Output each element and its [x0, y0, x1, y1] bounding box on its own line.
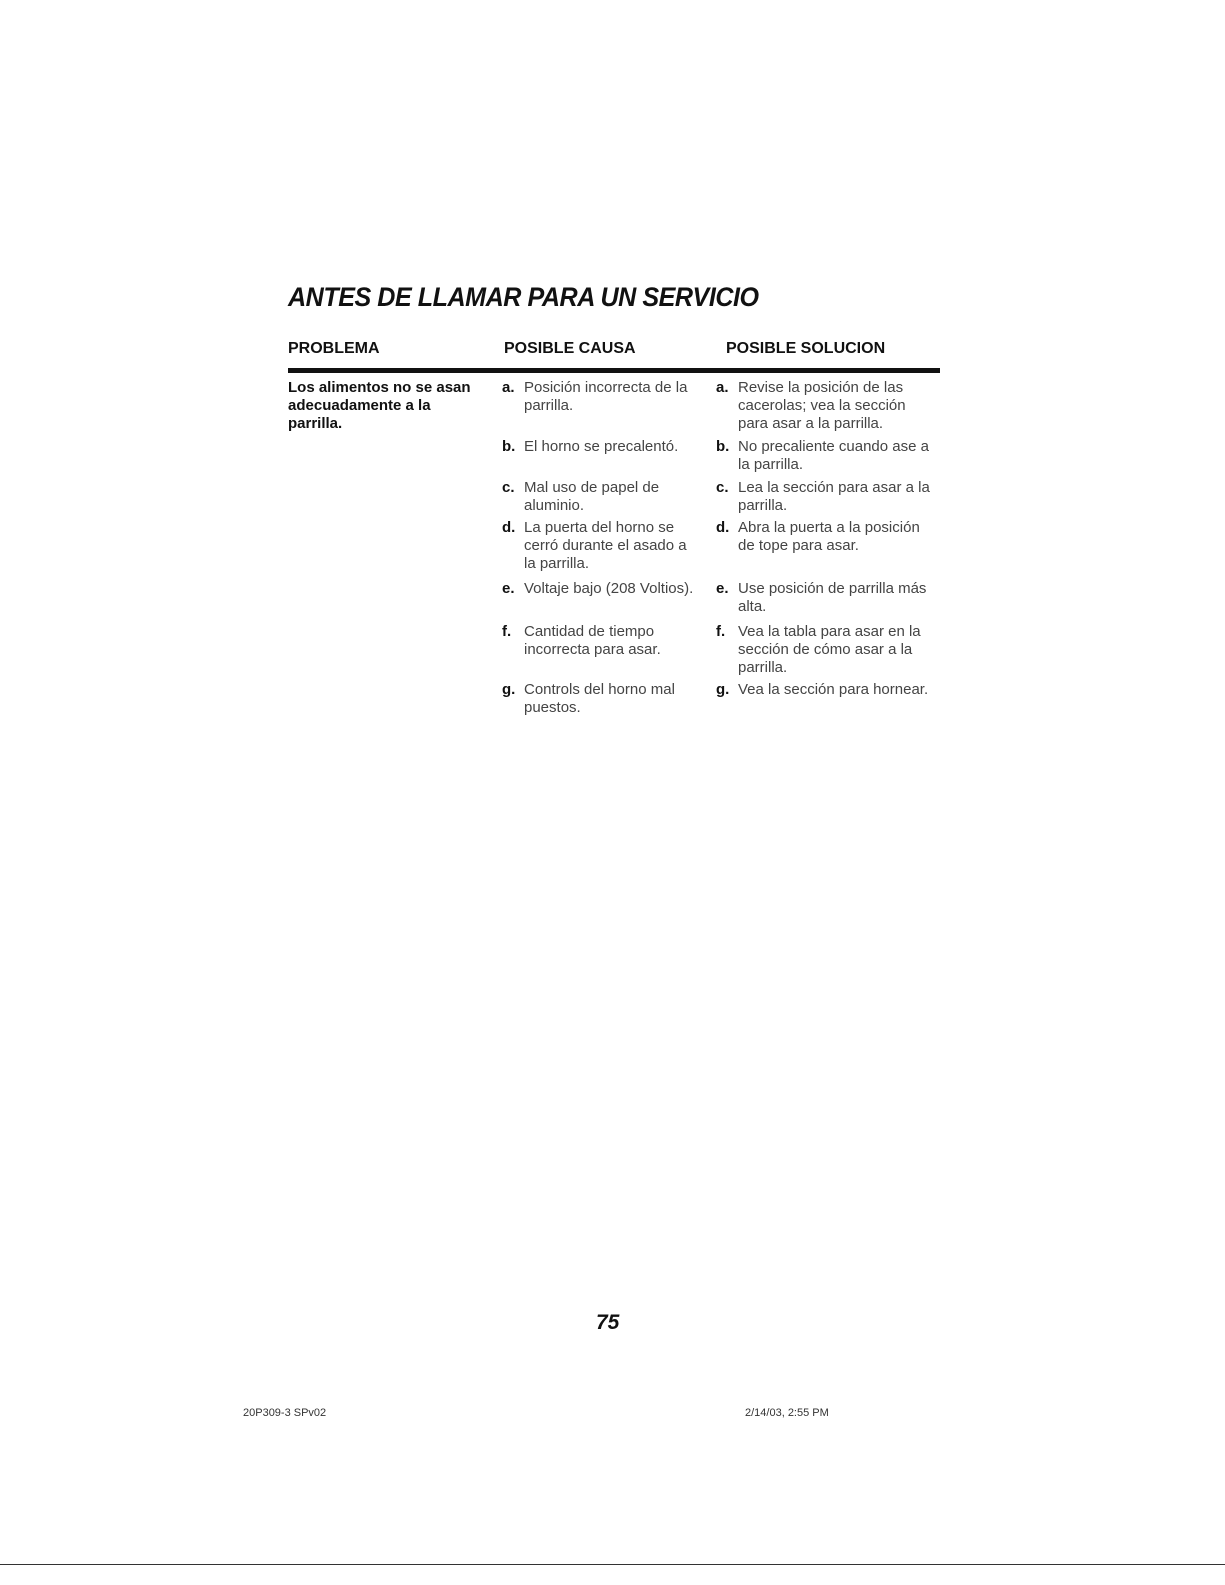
cause-letter: c. — [502, 479, 515, 496]
bottom-divider — [0, 1564, 1225, 1565]
header-problem: PROBLEMA — [288, 340, 380, 357]
header-cause: POSIBLE CAUSA — [504, 340, 636, 357]
cause-text: Cantidad de tiempo incorrecta para asar. — [524, 623, 661, 658]
cause-letter: f. — [502, 623, 512, 640]
cause-text: El horno se precalentó. — [524, 438, 679, 455]
solution-letter: c. — [716, 479, 729, 496]
header-solution: POSIBLE SOLUCION — [726, 340, 886, 357]
cause-letter: a. — [502, 379, 515, 396]
solution-item-a — [716, 379, 938, 433]
solution-letter: e. — [716, 580, 729, 597]
solution-text: Abra la puerta a la posición de tope para asar. — [738, 519, 920, 554]
solution-item-g — [716, 681, 938, 699]
cause-text: La puerta del horno se cerró durante el asado a la parrilla. — [524, 519, 687, 572]
cause-item-d — [502, 519, 702, 573]
solution-letter: d. — [716, 519, 730, 536]
troubleshooting-table — [288, 340, 940, 716]
cause-letter: d. — [502, 519, 516, 536]
solution-letter: b. — [716, 438, 730, 455]
footer-document-id: 20P309-3 SPv02 — [243, 1407, 327, 1419]
cause-item-b — [502, 438, 702, 456]
cause-letter: e. — [502, 580, 515, 597]
cause-item-c — [502, 479, 702, 515]
solution-text: Vea la tabla para asar en la sección de cómo asar a la parrilla. — [738, 623, 921, 676]
table-header — [288, 340, 940, 373]
solution-text: Revise la posición de las cacerolas; vea la sección para asar a la parrilla. — [738, 379, 906, 432]
solution-item-f — [716, 623, 938, 677]
cause-text: Posición incorrecta de la parrilla. — [524, 379, 688, 414]
cause-letter: g. — [502, 681, 516, 698]
solution-text: Use posición de parrilla más alta. — [738, 580, 927, 615]
problem-text: Los alimentos no se asan adecuadamente a la parrilla. — [288, 379, 471, 432]
solution-letter: a. — [716, 379, 729, 396]
cause-item-a — [502, 379, 702, 415]
page-number: 75 — [596, 1311, 620, 1334]
cause-text: Mal uso de papel de aluminio. — [524, 479, 660, 514]
cause-item-g — [502, 681, 702, 717]
solution-item-d — [716, 519, 938, 555]
solution-item-e — [716, 580, 938, 616]
page-title: ANTES DE LLAMAR PARA UN SERVICIO — [288, 282, 759, 312]
solution-item-c — [716, 479, 938, 515]
solution-text: No precaliente cuando ase a la parrilla. — [738, 438, 929, 473]
cause-text: Voltaje bajo (208 Voltios). — [524, 580, 694, 597]
solution-text: Vea la sección para hornear. — [738, 681, 929, 698]
cause-letter: b. — [502, 438, 516, 455]
cause-item-e — [502, 580, 702, 598]
cause-item-f — [502, 623, 702, 659]
footer-timestamp: 2/14/03, 2:55 PM — [745, 1407, 829, 1419]
solution-item-b — [716, 438, 938, 474]
cause-text: Controls del horno mal puestos. — [524, 681, 675, 716]
solution-letter: g. — [716, 681, 730, 698]
solution-letter: f. — [716, 623, 726, 640]
solution-text: Lea la sección para asar a la parrilla. — [738, 479, 930, 514]
